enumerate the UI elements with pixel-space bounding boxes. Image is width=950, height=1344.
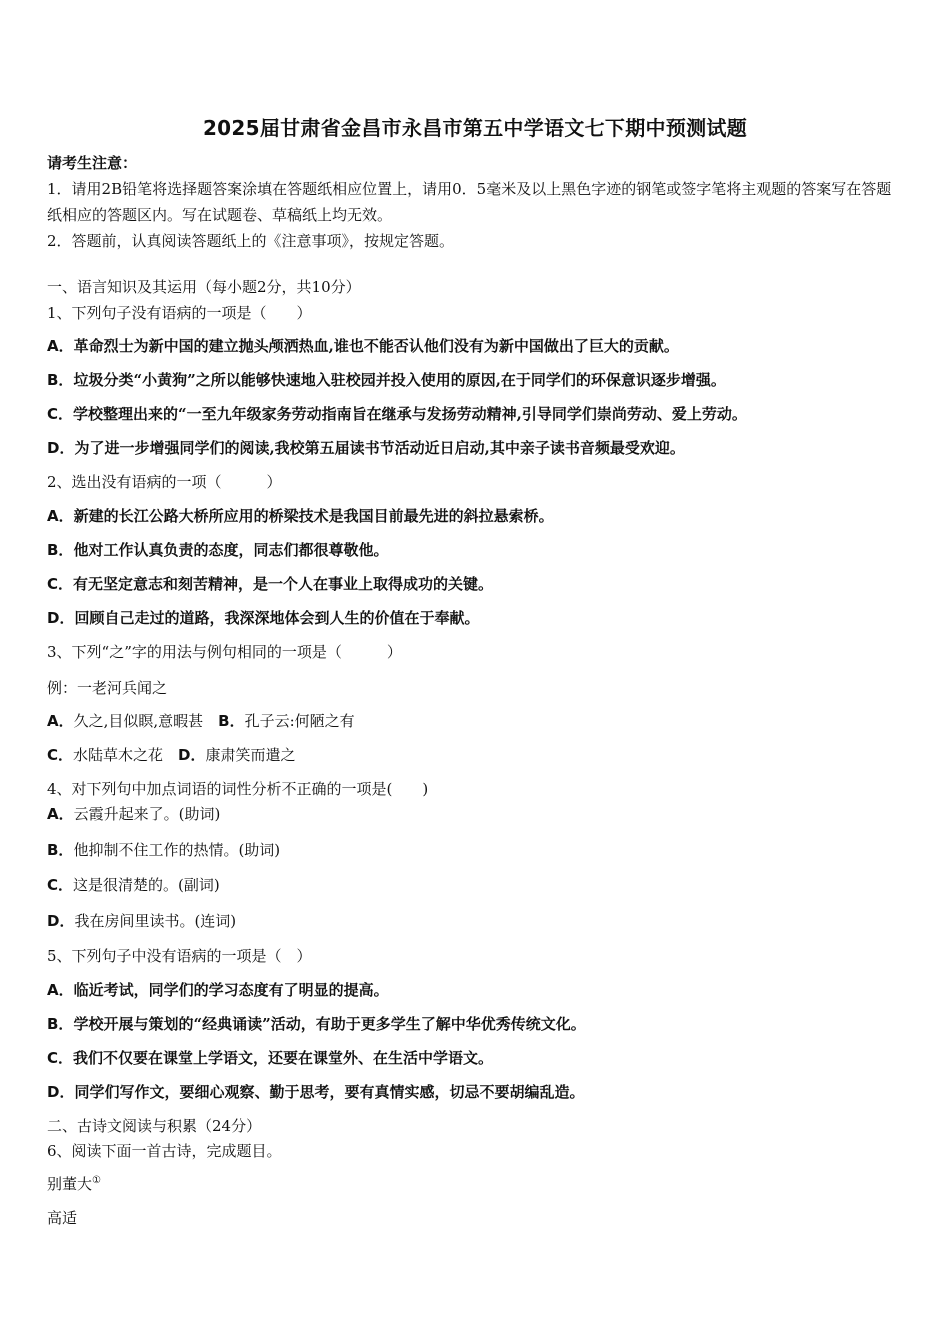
option-label: D． xyxy=(47,609,75,627)
option-label: A． xyxy=(47,337,74,355)
option-text: 我在房间里读书。(连词) xyxy=(74,912,237,930)
option-text: 这是很清楚的。(副词) xyxy=(73,876,220,894)
option-label: A． xyxy=(47,712,74,730)
option-text: 同学们写作文，要细心观察、勤于思考，要有真情实感，切忌不要胡编乱造。 xyxy=(74,1083,585,1101)
option-label: C． xyxy=(47,405,74,423)
question-3-stem: 3、下列“之”字的用法与例句相同的一项是（ ） xyxy=(47,643,402,661)
option-label: A． xyxy=(47,507,74,525)
option-label: B． xyxy=(47,371,74,389)
question-2-option-d xyxy=(47,607,479,628)
notice-block xyxy=(47,150,897,254)
question-3-options-row-2 xyxy=(47,744,296,765)
option-text: 有无坚定意志和刻苦精神，是一个人在事业上取得成功的关键。 xyxy=(73,575,494,593)
section-1-heading: 一、语言知识及其运用（每小题2分，共10分） xyxy=(47,278,361,296)
notice-item-2: 2．答题前，认真阅读答题纸上的《注意事项》，按规定答题。 xyxy=(47,232,455,250)
question-1-option-c xyxy=(47,403,747,424)
question-5-stem: 5、下列句子中没有语病的一项是（ ） xyxy=(47,947,312,965)
question-5-option-c xyxy=(47,1047,493,1068)
option-label: D． xyxy=(47,912,75,930)
option-text: 回顾自己走过的道路，我深深地体会到人生的价值在于奉献。 xyxy=(74,609,480,627)
option-text: 孔子云:何陋之有 xyxy=(244,712,355,730)
option-label: C． xyxy=(47,1049,74,1067)
question-1-option-a xyxy=(47,335,679,356)
question-4-option-a xyxy=(47,803,220,824)
question-4-stem: 4、对下列句中加点词语的词性分析不正确的一项是( ) xyxy=(47,780,429,798)
question-2-option-b xyxy=(47,539,388,560)
option-text: 临近考试，同学们的学习态度有了明显的提高。 xyxy=(73,981,389,999)
notice-item-1: 1．请用2B铅笔将选择题答案涂填在答题纸相应位置上，请用0．5毫米及以上黑色字迹的钢笔或签字笔将主观题的答案写在答题纸相应的答题区内。写在试题卷、草稿纸上均无效。 xyxy=(47,180,892,224)
page-title: 2025届甘肃省金昌市永昌市第五中学语文七下期中预测试题 xyxy=(202,116,748,140)
option-text: 康肃笑而遣之 xyxy=(205,746,296,764)
option-text: 水陆草木之花 xyxy=(73,746,179,764)
option-text: 学校整理出来的“一至九年级家务劳动指南旨在继承与发扬劳动精神,引导同学们崇尚劳动、爱上劳动。 xyxy=(73,405,747,423)
question-2-stem: 2、选出没有语病的一项（ ） xyxy=(47,473,282,491)
option-label: C． xyxy=(47,575,74,593)
option-text: 他对工作认真负责的态度，同志们都很尊敬他。 xyxy=(73,541,389,559)
question-4-option-d xyxy=(47,910,236,931)
question-2-option-c xyxy=(47,573,493,594)
option-label: A． xyxy=(47,981,74,999)
question-4-option-c xyxy=(47,874,220,895)
question-1-option-b xyxy=(47,369,726,390)
poem-title xyxy=(47,1173,101,1194)
question-5-option-b xyxy=(47,1013,586,1034)
option-label: C． xyxy=(47,876,74,894)
option-text: 为了进一步增强同学们的阅读,我校第五届读书节活动近日启动,其中亲子读书音频最受欢迎。 xyxy=(74,439,685,457)
option-label: D． xyxy=(178,746,206,764)
option-text: 垃圾分类“小黄狗”之所以能够快速地入驻校园并投入使用的原因,在于同学们的环保意识逐步增强。 xyxy=(73,371,726,389)
poem-author: 高适 xyxy=(47,1209,78,1227)
option-label: D． xyxy=(47,1083,75,1101)
option-label: B． xyxy=(218,712,245,730)
option-label: D． xyxy=(47,439,75,457)
option-text: 久之,目似瞑,意暇甚 xyxy=(73,712,219,730)
question-5-option-a xyxy=(47,979,389,1000)
option-text: 云霞升起来了。(助词) xyxy=(73,805,221,823)
option-label: B． xyxy=(47,841,74,859)
question-1-option-d xyxy=(47,437,685,458)
question-6-stem: 6、阅读下面一首古诗，完成题目。 xyxy=(47,1142,282,1160)
option-text: 革命烈士为新中国的建立抛头颅洒热血,谁也不能否认他们没有为新中国做出了巨大的贡献。 xyxy=(73,337,679,355)
option-label: B． xyxy=(47,541,74,559)
poem-note-marker: ① xyxy=(92,1175,101,1186)
question-3-options-row-1 xyxy=(47,710,355,731)
option-text: 学校开展与策划的“经典诵读”活动，有助于更多学生了解中华优秀传统文化。 xyxy=(73,1015,586,1033)
option-text: 他抑制不住工作的热情。(助词) xyxy=(73,841,281,859)
question-1-stem: 1、下列句子没有语病的一项是（ ） xyxy=(47,304,312,322)
option-text: 我们不仅要在课堂上学语文，还要在课堂外、在生活中学语文。 xyxy=(73,1049,494,1067)
question-2-option-a xyxy=(47,505,554,526)
notice-heading: 请考生注意： xyxy=(47,154,138,172)
question-5-option-d xyxy=(47,1081,584,1102)
poem-title-text: 别董大 xyxy=(47,1175,93,1193)
option-text: 新建的长江公路大桥所应用的桥梁技术是我国目前最先进的斜拉悬索桥。 xyxy=(73,507,554,525)
question-4-option-b xyxy=(47,839,280,860)
option-label: C． xyxy=(47,746,74,764)
section-2-heading: 二、古诗文阅读与积累（24分） xyxy=(47,1117,262,1135)
option-label: A． xyxy=(47,805,74,823)
option-label: B． xyxy=(47,1015,74,1033)
question-3-example: 例：一老河兵闻之 xyxy=(47,679,168,697)
